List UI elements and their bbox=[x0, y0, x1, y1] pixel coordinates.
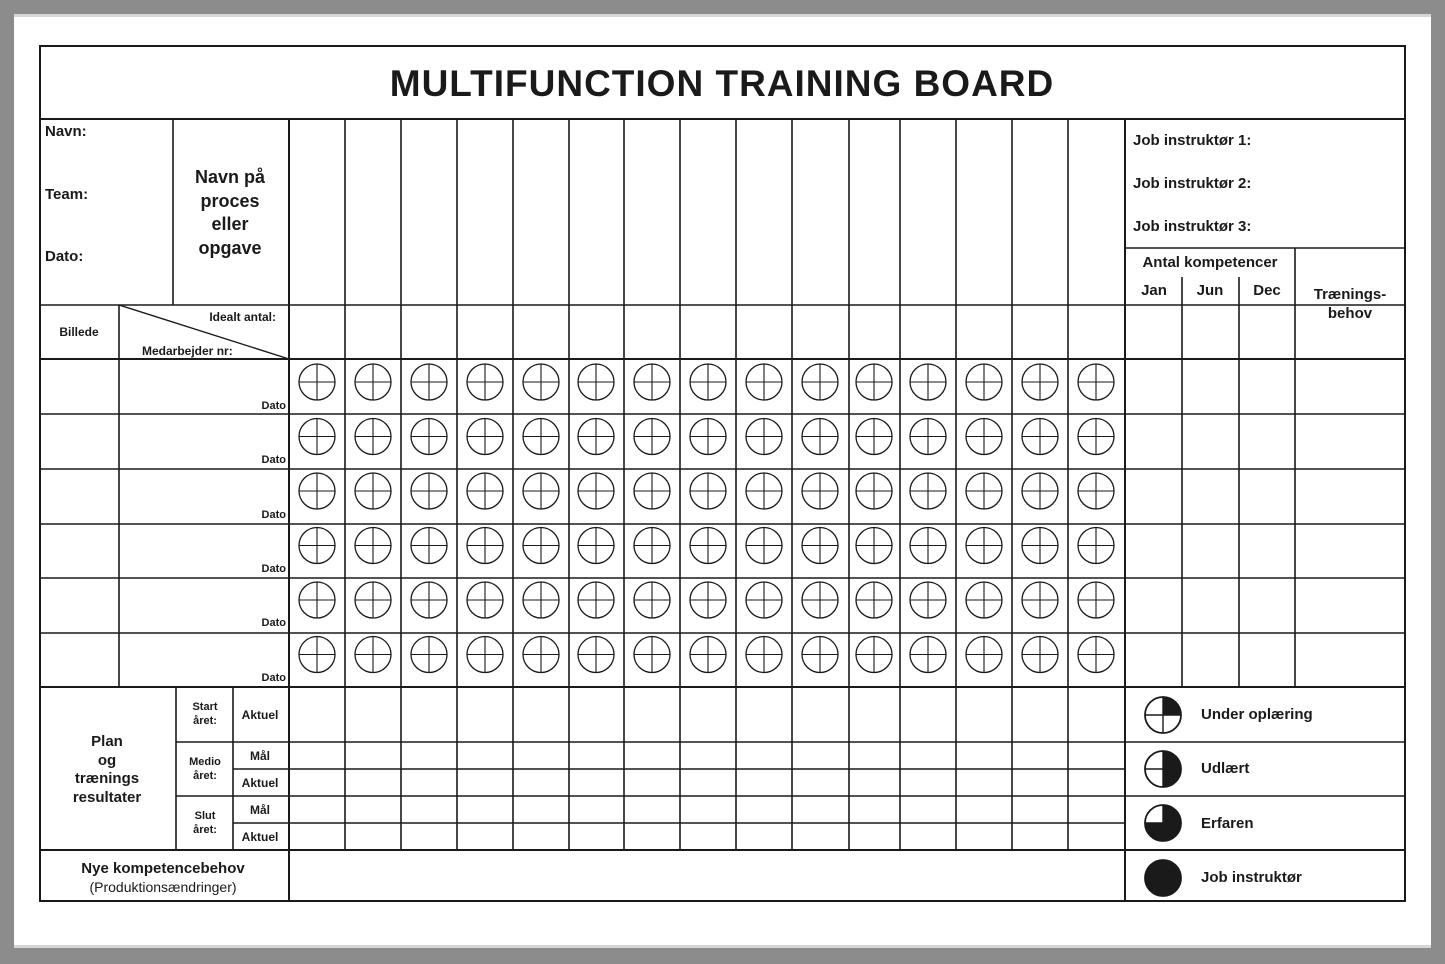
plan-actual-label: Aktuel bbox=[241, 776, 279, 790]
period-mid-label: Medio året: bbox=[189, 756, 221, 782]
picture-label: Billede bbox=[59, 325, 99, 339]
row-date-label: Dato bbox=[261, 454, 286, 466]
plan-results-label: Plan og trænings resultater bbox=[72, 733, 142, 806]
row-date-label: Dato bbox=[261, 617, 286, 629]
frame-inner-bottom bbox=[14, 945, 1431, 948]
period-start-label: Start året: bbox=[192, 701, 218, 727]
month-jan: Jan bbox=[1141, 282, 1167, 299]
training-need-label: Trænings- behov bbox=[1313, 286, 1387, 322]
row-date-label: Dato bbox=[261, 400, 286, 412]
legend-symbol-fill bbox=[1145, 860, 1181, 896]
board-title: MULTIFUNCTION TRAINING BOARD bbox=[389, 63, 1055, 104]
frame-inner-top bbox=[14, 14, 1431, 17]
frame-top bbox=[0, 0, 1445, 14]
new-needs-title: Nye kompetencebehov bbox=[81, 860, 245, 877]
competency-count-heading: Antal kompetencer bbox=[1142, 254, 1278, 271]
legend-symbol-fill bbox=[1163, 697, 1181, 715]
legend-label: Under oplæring bbox=[1201, 706, 1313, 723]
month-jun: Jun bbox=[1196, 282, 1224, 299]
plan-actual-label: Aktuel bbox=[241, 708, 279, 722]
frame-right bbox=[1431, 0, 1445, 964]
ideal-count-label: Idealt antal: bbox=[209, 310, 276, 324]
legend-label: Job instruktør bbox=[1201, 869, 1302, 886]
employee-no-label: Medarbejder nr: bbox=[142, 344, 233, 358]
legend-label: Udlært bbox=[1201, 760, 1250, 777]
instructor-3-label: Job instruktør 3: bbox=[1133, 218, 1252, 235]
instructor-1-label: Job instruktør 1: bbox=[1133, 132, 1252, 149]
team-label: Team: bbox=[45, 186, 89, 203]
plan-goal-label: Mål bbox=[249, 749, 271, 763]
name-label: Navn: bbox=[45, 123, 87, 140]
legend-label: Erfaren bbox=[1201, 815, 1254, 832]
row-date-label: Dato bbox=[261, 672, 286, 684]
new-needs-subtitle: (Produktionsændringer) bbox=[89, 879, 237, 895]
row-date-label: Dato bbox=[261, 509, 286, 521]
frame-bottom bbox=[0, 948, 1445, 964]
plan-actual-label: Aktuel bbox=[241, 830, 279, 844]
process-name-label: Navn på proces eller opgave bbox=[194, 167, 266, 258]
period-end-label: Slut året: bbox=[193, 810, 217, 836]
month-dec: Dec bbox=[1253, 282, 1281, 299]
frame-left bbox=[0, 0, 14, 964]
instructor-2-label: Job instruktør 2: bbox=[1133, 175, 1252, 192]
row-date-label: Dato bbox=[261, 563, 286, 575]
plan-goal-label: Mål bbox=[249, 803, 271, 817]
date-label: Dato: bbox=[45, 248, 84, 265]
